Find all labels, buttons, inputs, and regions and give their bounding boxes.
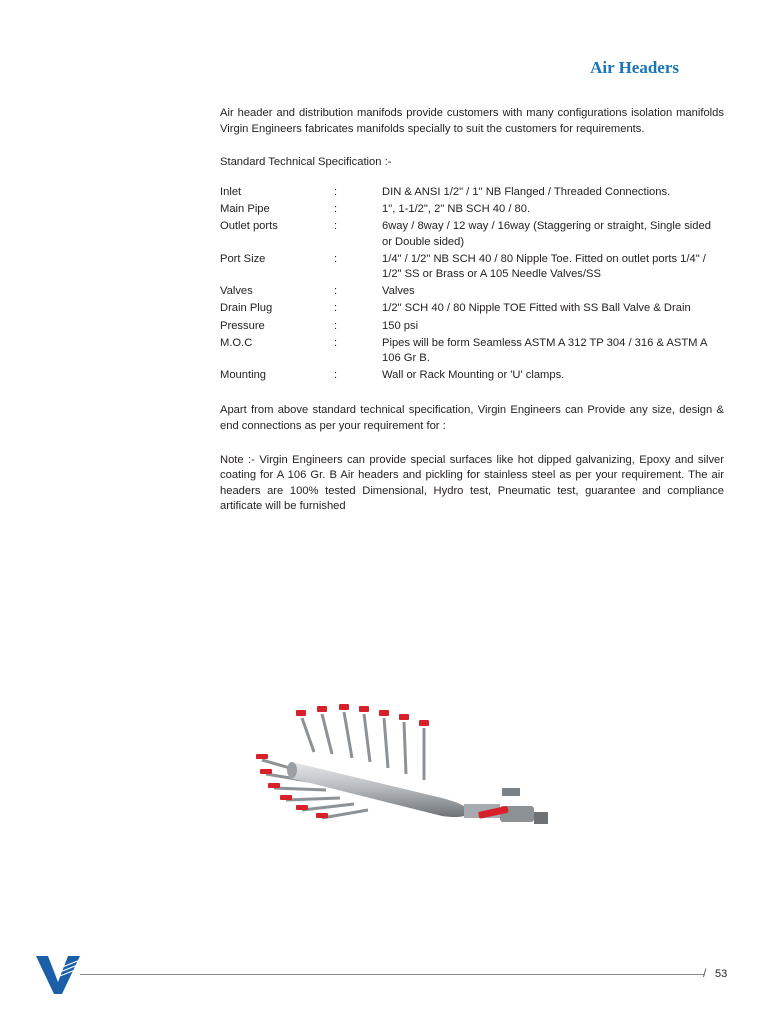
spec-row bbox=[220, 185, 724, 201]
spec-value: 1/4" / 1/2" NB SCH 40 / 80 Nipple Toe. Fitted on outlet ports 1/4" / 1/2" SS or Brass or A 105 Needle Valves/SS bbox=[382, 252, 706, 281]
virgin-engineers-logo-icon bbox=[36, 952, 80, 996]
spec-key: Pressure bbox=[220, 319, 265, 332]
spec-value: 150 psi bbox=[382, 319, 419, 332]
spec-separator: : bbox=[334, 302, 338, 315]
spec-table bbox=[220, 185, 724, 384]
spec-key: M.O.C bbox=[220, 336, 253, 349]
spec-row bbox=[220, 301, 724, 317]
spec-separator: : bbox=[334, 319, 338, 332]
spec-key: Outlet ports bbox=[220, 219, 278, 232]
spec-separator: : bbox=[334, 185, 338, 198]
spec-value: 1/2" SCH 40 / 80 Nipple TOE Fitted with SS Ball Valve & Drain bbox=[382, 302, 691, 315]
spec-separator: : bbox=[334, 202, 338, 215]
spec-value: 6way / 8way / 12 way / 16way (Staggering or straight, Single sided or Double sided) bbox=[382, 219, 711, 248]
content-body bbox=[220, 106, 724, 515]
spec-key: Drain Plug bbox=[220, 302, 273, 315]
valve-handle-icon bbox=[296, 710, 306, 716]
spec-row bbox=[220, 336, 724, 367]
spec-separator: : bbox=[334, 285, 338, 298]
spec-separator: : bbox=[334, 336, 338, 349]
spec-value: Pipes will be form Seamless ASTM A 312 TP 304 / 316 & ASTM A 106 Gr B. bbox=[382, 336, 707, 365]
intro-paragraph: Air header and distribution manifods provide customers with many configurations isolation manifolds Virgin Engineers fabricates manifolds specially to suit the customers for requirements. bbox=[220, 107, 724, 135]
spec-separator: : bbox=[334, 219, 338, 232]
footer-slash: / bbox=[703, 966, 707, 980]
spec-key: Mounting bbox=[220, 369, 267, 382]
spec-row bbox=[220, 202, 724, 218]
spec-row bbox=[220, 219, 724, 250]
spec-row bbox=[220, 368, 724, 384]
spec-value: Wall or Rack Mounting or 'U' clamps. bbox=[382, 369, 565, 382]
spec-heading: Standard Technical Specification :- bbox=[220, 156, 392, 169]
apart-paragraph: Apart from above standard technical specification, Virgin Engineers can Provide any size, design & end connections as per your requirement for : bbox=[220, 404, 724, 432]
page-title: Air Headers bbox=[590, 58, 679, 77]
footer-rule bbox=[80, 974, 704, 975]
spec-separator: : bbox=[334, 369, 338, 382]
spec-key: Valves bbox=[220, 285, 253, 298]
spec-separator: : bbox=[334, 252, 338, 265]
spec-value: 1", 1-1/2", 2" NB SCH 40 / 80. bbox=[382, 202, 531, 215]
air-header-manifold-photo bbox=[252, 690, 552, 840]
note-paragraph: Note :- Virgin Engineers can provide special surfaces like hot dipped galvanizing, Epoxy and silver coating for A 106 Gr. B Air headers and pickling for stainless steel as per your requirement. The air headers are 100% tested Dimensional, Hydro test, Pneumatic test, guarantee and compliance artificate will be furnished bbox=[220, 453, 724, 513]
page-number: 53 bbox=[715, 968, 728, 980]
spec-key: Main Pipe bbox=[220, 202, 270, 215]
spec-row bbox=[220, 284, 724, 300]
spec-value: DIN & ANSI 1/2" / 1" NB Flanged / Threaded Connections. bbox=[382, 185, 671, 198]
spec-row bbox=[220, 252, 724, 283]
spec-key: Inlet bbox=[220, 185, 242, 198]
spec-row bbox=[220, 319, 724, 335]
spec-key: Port Size bbox=[220, 252, 266, 265]
spec-value: Valves bbox=[382, 285, 415, 298]
